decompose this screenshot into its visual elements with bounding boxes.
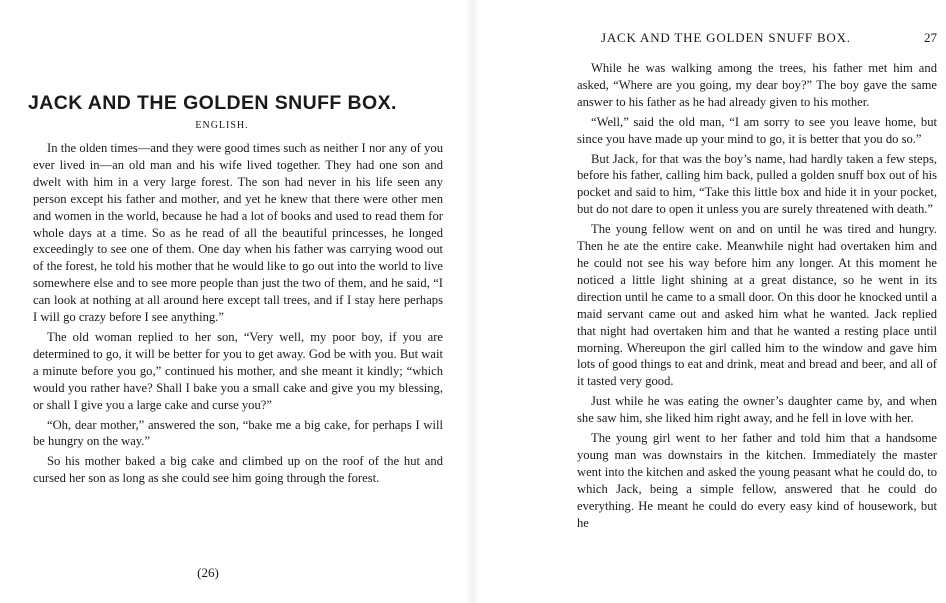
- paragraph: In the olden times—and they were good times such as neither I nor any of you ever lived in—an old man and his wife lived together. They had one son and dwelt with him in a very large forest. The son had never in his life seen any person except his father and mother, and yet he knew that there were other men and women in the world, because he had a lot of books and used to read them for whole days at a time. So as he read of all the beautiful princesses, he longed exceedingly to see one of them. One day when his father was carrying wood out of the forest, he told his mother that he would like to go out into the world to live somewhere else and to see more people than just the two of them, and he said, “I can look at nothing at all around here except tall trees, and if I stay here perhaps I will go crazy before I see anything.”: [33, 141, 443, 325]
- story-title: JACK AND THE GOLDEN SNUFF BOX.: [28, 92, 397, 114]
- paragraph: “Oh, dear mother,” answered the son, “bake me a big cake, for perhaps I will be hungry on the way.”: [33, 417, 443, 449]
- running-head-title: JACK AND THE GOLDEN SNUFF BOX.: [601, 30, 851, 45]
- paragraph: The old woman replied to her son, “Very well, my poor boy, if you are determined to go, it will be better for you to get away. God be with you. But wait a minute before you go,” continued his mother, and she meant it kindly; “which would you rather have? Shall I bake you a small cake and give you my blessing, or shall I give you a large cake and curse you?”: [33, 329, 443, 412]
- right-page: [473, 0, 946, 603]
- running-head: [601, 30, 937, 46]
- page-number-right: 27: [924, 30, 937, 45]
- paragraph: “Well,” said the old man, “I am sorry to see you leave home, but since you have made up your mind to go, it is better that you do so.”: [577, 114, 937, 146]
- story-origin: ENGLISH.: [195, 120, 249, 131]
- paragraph: So his mother baked a big cake and climbed up on the roof of the hut and cursed her son as long as she could see him going through the forest.: [33, 454, 443, 486]
- paragraph: While he was walking among the trees, his father met him and asked, “Where are you going, my dear boy?” The boy gave the same answer to his father as he had already given to his mother.: [577, 61, 937, 109]
- left-page-body: [33, 140, 443, 490]
- paragraph: The young girl went to her father and told him that a handsome young man was downstairs in the kitchen. Immediately the master went into the kitchen and asked the young peasant what he could do, to which Jack, being a simple fellow, answered that he could do everything. He meant he could do every easy kind of housework, but he: [577, 431, 937, 530]
- paragraph: Just while he was eating the owner’s daughter came by, and when she saw him, she liked him right away, and he fell in love with her.: [577, 394, 937, 426]
- page-number-left: (26): [197, 565, 219, 580]
- paragraph: But Jack, for that was the boy’s name, had hardly taken a few steps, before his father, calling him back, pulled a golden snuff box out of his pocket and said to him, “Take this little box and hide it in your pocket, but do not dare to open it unless you are surely threatened with death.”: [577, 151, 937, 217]
- right-page-body: [577, 60, 937, 534]
- paragraph: The young fellow went on and on until he was tired and hungry. Then he ate the entire cake. Meanwhile night had overtaken him and he could not see his way before him any longer. At this moment he noticed a little light shining at a great distance, so he went in its direction until he came to a small door. On this door he knocked until a maid servant came out and asked him what he wanted. Jack replied that night had overtaken him and that he wanted a resting place until morning. Whereupon the girl called him to the window and gave him lots of good things to eat and drink, meat and bread and beer, and all of it tasted very good.: [577, 222, 937, 389]
